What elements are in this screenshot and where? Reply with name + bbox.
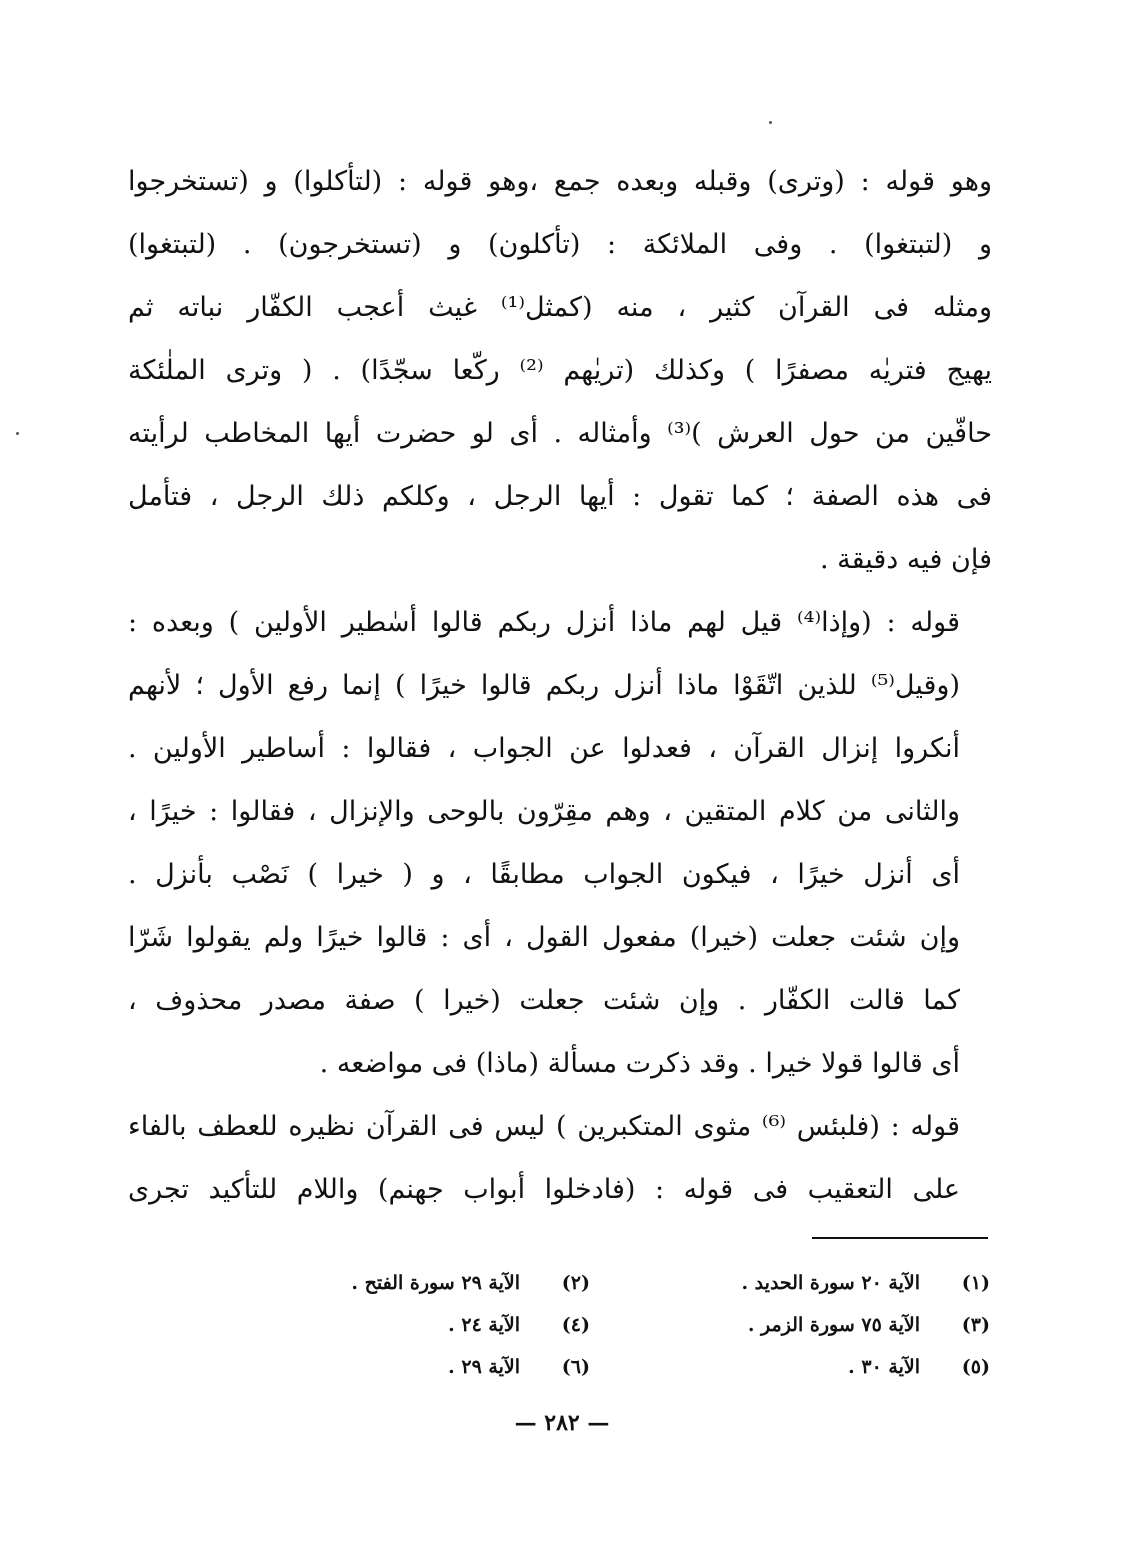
text-line: أنكروا إنزال القرآن ، فعدلوا عن الجواب ، فقالوا : أساطير الأولين . [128, 733, 960, 764]
footnote-text: الآية ٧٥ سورة الزمر . [747, 1314, 920, 1336]
footnotes [160, 1262, 990, 1388]
text-line: فى هذه الصفة ؛ كما تقول : أيها الرجل ، وكلكم ذلك الرجل ، فتأمل [128, 481, 992, 512]
footnote-text: الآية ٣٠ . [848, 1356, 920, 1378]
footnote-number: (٢) [561, 1272, 590, 1294]
text-line: أى قالوا قولا خيرا . وقد ذكرت مسألة (ماذا) فى مواضعه . [319, 1048, 960, 1079]
paragraph-2 [128, 591, 992, 1095]
text-line: أى أنزل خيرًا ، فيكون الجواب مطابقًا ، و ( خيرا ) نَصْب بأنزل . [128, 859, 960, 890]
text-line: ومثله فى القرآن كثير ، منه (كمثل⁽¹⁾ غيث أعجب الكفّار نباته ثم [128, 292, 992, 323]
footnote [590, 1346, 990, 1388]
footnote-number: (٤) [561, 1314, 590, 1336]
footnote-text: الآية ٢٠ سورة الحديد . [741, 1272, 920, 1294]
footnote-text: الآية ٢٤ . [448, 1314, 520, 1336]
text-line: فإن فيه دقيقة . [819, 544, 992, 575]
footnote-row [160, 1304, 990, 1346]
footnote-number: (٥) [961, 1356, 990, 1378]
text-line: يهيج فتريٰه مصفرًا ) وكذلك (تريٰهم ⁽²⁾ ركّعا سجّدًا) . ( وترى الملٰئكة [128, 355, 992, 386]
footnote-row [160, 1346, 990, 1388]
text-line: كما قالت الكفّار . وإن شئت جعلت (خيرا ) صفة مصدر محذوف ، [128, 985, 960, 1016]
footnote-number: (٦) [561, 1356, 590, 1378]
footnote [190, 1304, 590, 1346]
footnote-number: (١) [961, 1272, 990, 1294]
body-text [128, 150, 992, 1221]
scan-speck [769, 121, 772, 124]
page-number: — ٢٨٢ — [514, 1410, 610, 1436]
text-line: (وقيل⁽⁵⁾ للذين اتّقَوْا ماذا أنزل ربكم قالوا خيرًا ) إنما رفع الأول ؛ لأنهم [128, 670, 960, 701]
text-line: و (لتبتغوا) . وفى الملائكة : (تأكلون) و (تستخرجون) . (لتبتغوا) [128, 229, 992, 260]
text-line: قوله : (وإذا⁽⁴⁾ قيل لهم ماذا أنزل ربكم قالوا أسٰطير الأولين ) وبعده : [128, 607, 960, 638]
scan-speck [16, 432, 19, 435]
footnote-number: (٣) [961, 1314, 990, 1336]
text-line: حافّين من حول العرش )⁽³⁾ وأمثاله . أى لو حضرت أيها المخاطب لرأيته [128, 418, 992, 449]
footnote-text: الآية ٢٩ . [448, 1356, 520, 1378]
footnote [590, 1262, 990, 1304]
footnote [590, 1304, 990, 1346]
paragraph-3 [128, 1095, 992, 1221]
text-line: وهو قوله : (وترى) وقبله وبعده جمع ،وهو قوله : (لتأكلوا) و (تستخرجوا [128, 166, 992, 197]
footnote [190, 1262, 590, 1304]
footnote-row [160, 1262, 990, 1304]
paragraph-1 [128, 150, 992, 591]
text-line: قوله : (فلبئس ⁽⁶⁾ مثوى المتكبرين ) ليس فى القرآن نظيره للعطف بالفاء [128, 1111, 960, 1142]
footnote-text: الآية ٢٩ سورة الفتح . [351, 1272, 520, 1294]
text-line: على التعقيب فى قوله : (فادخلوا أبواب جهنم) واللام للتأكيد تجرى [128, 1174, 960, 1205]
footnote [190, 1346, 590, 1388]
text-line: والثانى من كلام المتقين ، وهم مقِرّون بالوحى والإنزال ، فقالوا : خيرًا ، [128, 796, 960, 827]
text-line: وإن شئت جعلت (خيرا) مفعول القول ، أى : قالوا خيرًا ولم يقولوا شَرّا [128, 922, 960, 953]
footnote-divider [812, 1237, 988, 1239]
